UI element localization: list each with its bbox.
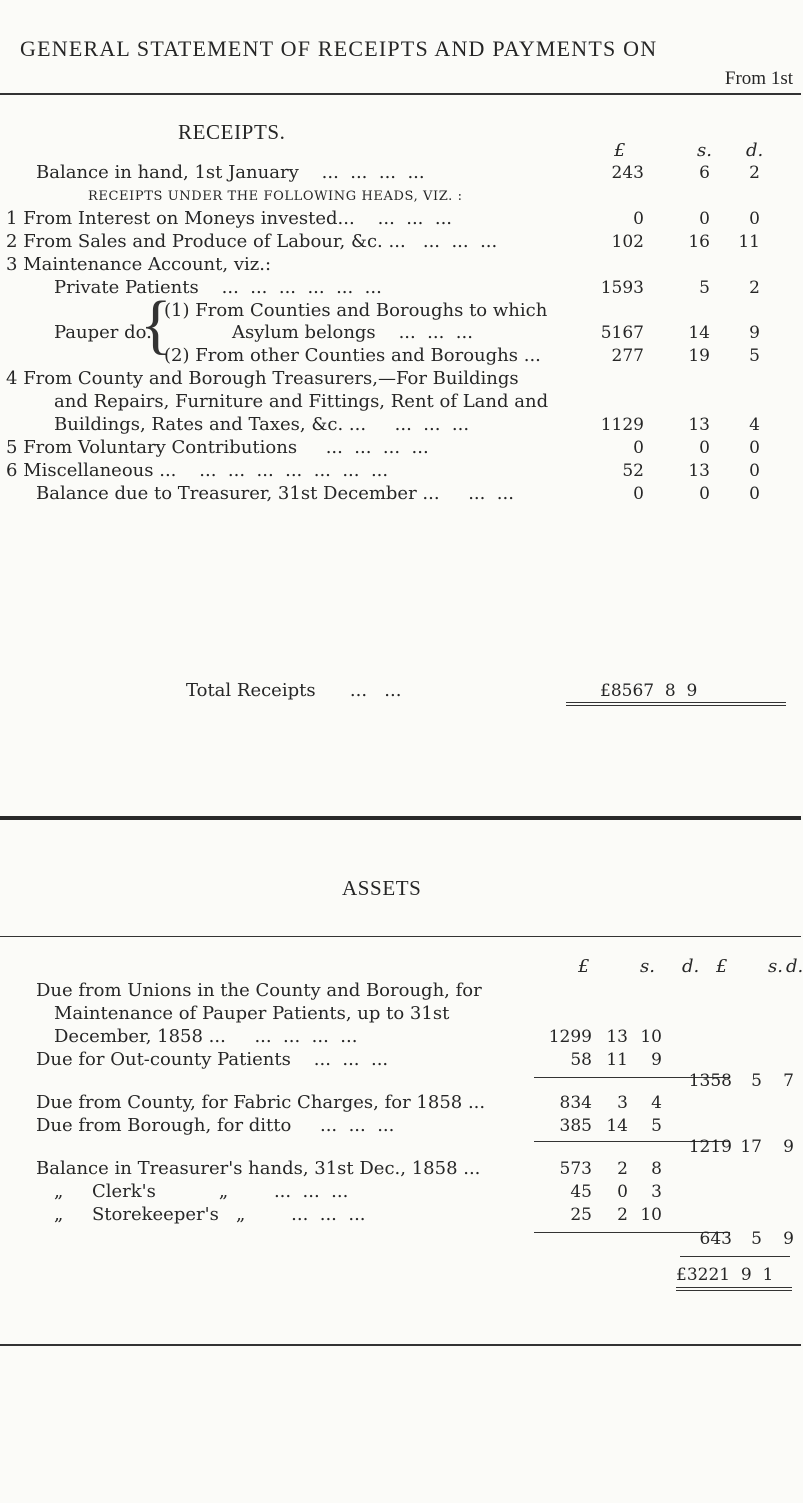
receipt-item-5: 5 From Voluntary Contributions ... ... ... ... [6, 437, 429, 458]
clerk-pounds: 45 [570, 1182, 592, 1202]
storekeeper-row: „ Storekeeper's „ ... ... ... [54, 1204, 366, 1225]
unions-pence: 10 [640, 1027, 662, 1047]
receipt-item-1-pounds: 0 [633, 209, 644, 229]
subtotal2-pence: 9 [783, 1137, 794, 1157]
outcounty-row: Due for Out-county Patients ... ... ... [36, 1049, 389, 1070]
assets-col-pounds-1: £ [578, 956, 590, 977]
balance-due-pounds: 0 [633, 484, 644, 504]
receipt-item-3: 3 Maintenance Account, viz.: [6, 254, 272, 275]
balance-due-row: Balance due to Treasurer, 31st December ... ... ... [36, 483, 514, 504]
receipt-item-1-shillings: 0 [699, 209, 710, 229]
unions-line2: Maintenance of Pauper Patients, up to 31st [54, 1003, 450, 1024]
county-pounds: 834 [559, 1093, 592, 1113]
treasurer-pence: 8 [651, 1159, 662, 1179]
receipt-item-4-line3: Buildings, Rates and Taxes, &c. ... ... ... ... [54, 414, 470, 435]
private-patients-row: Private Patients ... ... ... ... ... ... [54, 277, 382, 298]
pauper-1-pounds: 5167 [600, 323, 644, 343]
bottom-rule [0, 1344, 801, 1346]
unions-shillings: 13 [606, 1027, 628, 1047]
opening-balance-label: Balance in hand, 1st January [36, 162, 299, 183]
receipt-item-5-pounds: 0 [633, 438, 644, 458]
pauper-2-shillings: 19 [688, 346, 710, 366]
subtotal3-shillings: 5 [751, 1229, 762, 1249]
outcounty-pence: 9 [651, 1050, 662, 1070]
clerk-row: „ Clerk's „ ... ... ... [54, 1181, 349, 1202]
col-head-pounds: £ [614, 140, 626, 161]
storekeeper-shillings: 2 [617, 1205, 628, 1225]
page-title: GENERAL STATEMENT OF RECEIPTS AND PAYMENTS ON [20, 36, 658, 61]
storekeeper-pence: 10 [640, 1205, 662, 1225]
receipt-item-2: 2 From Sales and Produce of Labour, &c. ... ... ... ... [6, 231, 498, 252]
assets-total-underline-1 [676, 1287, 792, 1288]
pauper-line-2: (2) From other Counties and Boroughs ... [164, 345, 541, 366]
county-shillings: 3 [617, 1093, 628, 1113]
assets-heading: ASSETS [342, 876, 422, 900]
subtotal1-pence: 7 [783, 1071, 794, 1091]
pauper-2-pence: 5 [749, 346, 760, 366]
private-patients-shillings: 5 [699, 278, 710, 298]
receipts-heading: RECEIPTS. [178, 120, 286, 144]
clerk-pence: 3 [651, 1182, 662, 1202]
receipt-item-6-pence: 0 [749, 461, 760, 481]
balance-due-shillings: 0 [699, 484, 710, 504]
total-receipts-row: Total Receipts ... ... [186, 680, 402, 701]
outcounty-pounds: 58 [570, 1050, 592, 1070]
brace-icon: { [140, 288, 172, 361]
receipt-item-5-shillings: 0 [699, 438, 710, 458]
receipt-item-2-shillings: 16 [688, 232, 710, 252]
assets-col-shillings-1: s. [640, 956, 655, 977]
unions-line3: December, 1858 ... ... ... ... ... [54, 1026, 358, 1047]
receipt-item-4-line2: and Repairs, Furniture and Fittings, Rent of Land and [54, 391, 549, 412]
receipt-item-4-pence: 4 [749, 415, 760, 435]
borough-pence: 5 [651, 1116, 662, 1136]
header-rule [0, 93, 801, 95]
opening-balance-shillings: 6 [699, 163, 710, 183]
subtotal3-pounds: 643 [699, 1229, 732, 1249]
total-receipts-value: £8567 8 9 [600, 681, 698, 701]
col-head-shillings: s. [697, 140, 712, 161]
outcounty-shillings: 11 [606, 1050, 628, 1070]
unions-line1: Due from Unions in the County and Borough, for [36, 980, 482, 1001]
assets-rule [0, 936, 801, 937]
private-patients-pounds: 1593 [600, 278, 644, 298]
treasurer-shillings: 2 [617, 1159, 628, 1179]
assets-total: £3221 9 1 [676, 1265, 774, 1285]
date-range-heading: From 1st [724, 68, 793, 89]
receipt-item-6-shillings: 13 [688, 461, 710, 481]
section-separator [0, 816, 801, 820]
assets-col-pounds-2: £ [716, 956, 728, 977]
pauper-line-1a: (1) From Counties and Boroughs to which [164, 300, 548, 321]
subtotal1-shillings: 5 [751, 1071, 762, 1091]
total-receipts-underline-2 [566, 705, 786, 706]
treasurer-row: Balance in Treasurer's hands, 31st Dec., 1858 ... [36, 1158, 481, 1179]
receipt-item-1-pence: 0 [749, 209, 760, 229]
treasurer-pounds: 573 [559, 1159, 592, 1179]
assets-col-pence-2: d. [786, 956, 803, 977]
unions-pounds: 1299 [548, 1027, 592, 1047]
heads-label: RECEIPTS UNDER THE FOLLOWING HEADS, VIZ. : [88, 189, 463, 204]
subtotal2-shillings: 17 [740, 1137, 762, 1157]
county-row: Due from County, for Fabric Charges, for 1858 ... [36, 1092, 486, 1113]
assets-total-underline-2 [676, 1290, 792, 1291]
col-head-pence: d. [746, 140, 764, 161]
receipt-item-2-pounds: 102 [611, 232, 644, 252]
receipt-item-4-shillings: 13 [688, 415, 710, 435]
receipt-item-6-pounds: 52 [622, 461, 644, 481]
storekeeper-pounds: 25 [570, 1205, 592, 1225]
subtotal2-pounds: 1219 [688, 1137, 732, 1157]
opening-balance-pounds: 243 [611, 163, 644, 183]
receipt-item-6: 6 Miscellaneous ... ... ... ... ... ... ... ... [6, 460, 389, 481]
pauper-2-pounds: 277 [611, 346, 644, 366]
borough-pounds: 385 [559, 1116, 592, 1136]
private-patients-pence: 2 [749, 278, 760, 298]
pauper-label: Pauper do. [54, 322, 152, 343]
receipt-item-4-line1: 4 From County and Borough Treasurers,—For Buildings [6, 368, 519, 389]
assets-col-shillings-2: s. [768, 956, 783, 977]
subtotal3-pence: 9 [783, 1229, 794, 1249]
assets-col-pence-1: d. [682, 956, 700, 977]
pauper-line-1b: Asylum belongs ... ... ... [232, 322, 473, 343]
pauper-1-shillings: 14 [688, 323, 710, 343]
pauper-1-pence: 9 [749, 323, 760, 343]
subtotal1-pounds: 1358 [688, 1071, 732, 1091]
receipt-item-2-pence: 11 [738, 232, 760, 252]
county-pence: 4 [651, 1093, 662, 1113]
receipt-item-1: 1 From Interest on Moneys invested... ... ... ... [6, 208, 453, 229]
balance-due-pence: 0 [749, 484, 760, 504]
receipt-item-4-pounds: 1129 [600, 415, 644, 435]
clerk-shillings: 0 [617, 1182, 628, 1202]
borough-row: Due from Borough, for ditto ... ... ... [36, 1115, 395, 1136]
opening-balance-row: Balance in hand, 1st January ... ... ... ... [36, 162, 425, 183]
opening-balance-pence: 2 [749, 163, 760, 183]
total-receipts-underline-1 [566, 702, 786, 703]
borough-shillings: 14 [606, 1116, 628, 1136]
assets-total-rule [680, 1256, 790, 1257]
receipt-item-5-pence: 0 [749, 438, 760, 458]
